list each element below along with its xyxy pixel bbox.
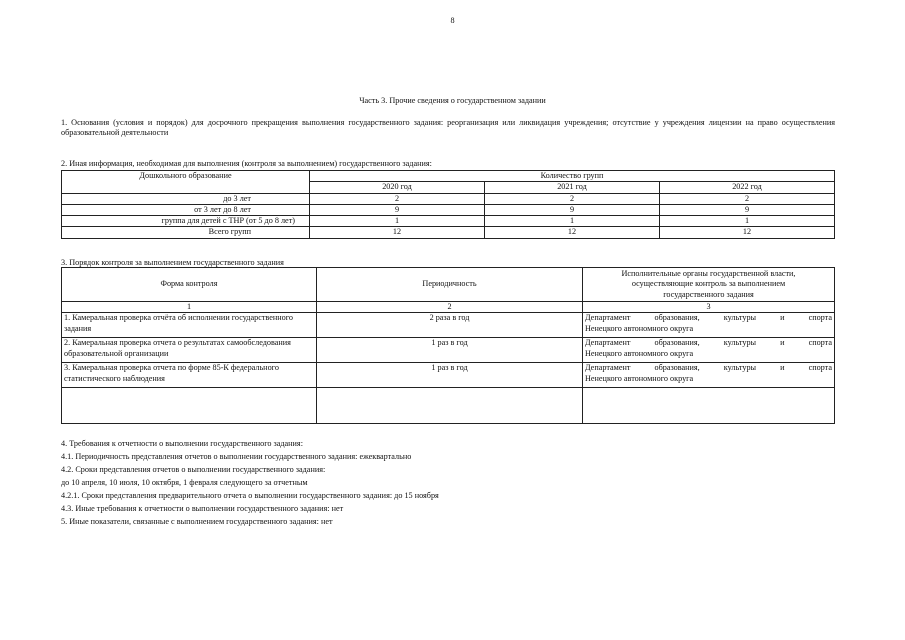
control-form: 1. Камеральная проверка отчёта об исполнении государственного задания xyxy=(62,313,317,338)
column-number: 1 xyxy=(62,302,317,313)
org-word: культуры xyxy=(723,338,757,348)
control-period: 1 раз в год xyxy=(317,338,583,363)
org-word: и xyxy=(780,313,785,323)
year-header: 2022 год xyxy=(660,182,835,193)
text-line: 5. Иные показатели, связанные с выполнением государственного задания: нет xyxy=(61,517,333,526)
table-row xyxy=(62,193,835,204)
cell-value: 12 xyxy=(660,227,835,238)
page-number: 8 xyxy=(450,16,455,25)
groups-table xyxy=(61,170,835,239)
org-word: и xyxy=(780,363,785,373)
section-2-heading: 2. Иная информация, необходимая для выполнения (контроля за выполнением) государственного задания: xyxy=(61,159,432,168)
cell-value: 1 xyxy=(485,216,660,227)
control-form: 2. Камеральная проверка отчета о результатах самообследования образовательной организации xyxy=(62,338,317,363)
groups-header-count: Количество групп xyxy=(310,171,835,182)
org-word: спорта xyxy=(808,338,832,348)
section-1-text: 1. Основания (условия и порядок) для досрочного прекращения выполнения государственного задания: реорганизация или ликвидация учреждения; отсутствие у учреждения лицензии на право осуществления образовательной деятельности xyxy=(61,118,835,138)
control-period: 2 раза в год xyxy=(317,313,583,338)
row-label: Всего групп xyxy=(62,227,310,238)
row-label: группа для детей с ТНР (от 5 до 8 лет) xyxy=(62,216,310,227)
org-word: спорта xyxy=(808,363,832,373)
control-header-form: Форма контроля xyxy=(62,268,317,302)
control-table xyxy=(61,267,835,424)
control-period: 1 раз в год xyxy=(317,363,583,388)
org-word: спорта xyxy=(808,313,832,323)
control-org xyxy=(583,313,835,338)
control-period xyxy=(317,388,583,424)
control-form: 3. Камеральная проверка отчета по форме 85-К федерального статистического наблюдения xyxy=(62,363,317,388)
row-label: до 3 лет xyxy=(62,193,310,204)
cell-value: 12 xyxy=(310,227,485,238)
text-line: 4.2. Сроки представления отчетов о выполнении государственного задания: xyxy=(61,465,326,474)
org-word: культуры xyxy=(723,313,757,323)
cell-value: 12 xyxy=(485,227,660,238)
table-row xyxy=(62,363,835,388)
text-line: 4.1. Периодичность представления отчетов о выполнении государственного задания: ежеквартально xyxy=(61,452,412,461)
org-word: образования, xyxy=(654,338,700,348)
org-word: и xyxy=(780,338,785,348)
cell-value: 2 xyxy=(660,193,835,204)
org-line-2: Ненецкого автономного округа xyxy=(585,323,694,333)
cell-value: 1 xyxy=(310,216,485,227)
row-label: от 3 лет до 8 лет xyxy=(62,204,310,215)
control-form xyxy=(62,388,317,424)
cell-value: 2 xyxy=(485,193,660,204)
control-org xyxy=(583,338,835,363)
table-row xyxy=(62,388,835,424)
text-line: 4. Требования к отчетности о выполнении государственного задания: xyxy=(61,439,303,448)
part-title: Часть 3. Прочие сведения о государственном задании xyxy=(359,96,546,105)
section-3-heading: 3. Порядок контроля за выполнением государственного задания xyxy=(61,258,284,267)
cell-value: 1 xyxy=(660,216,835,227)
table-row xyxy=(62,227,835,238)
control-org xyxy=(583,388,835,424)
text-line: 4.2.1. Сроки представления предварительного отчета о выполнении государственного задания: до 15 ноября xyxy=(61,491,439,500)
org-word: культуры xyxy=(723,363,757,373)
column-number: 2 xyxy=(317,302,583,313)
cell-value: 9 xyxy=(310,204,485,215)
cell-value: 9 xyxy=(660,204,835,215)
year-header: 2020 год xyxy=(310,182,485,193)
org-word: образования, xyxy=(654,313,700,323)
table-row xyxy=(62,313,835,338)
org-line-2: Ненецкого автономного округа xyxy=(585,348,694,358)
text-line: до 10 апреля, 10 июля, 10 октября, 1 февраля следующего за отчетным xyxy=(61,478,308,487)
control-header-org: Исполнительные органы государственной власти, осуществляющие контроль за выполнением государственного задания xyxy=(583,268,835,302)
groups-header-first: Дошкольного образование xyxy=(62,171,310,194)
org-line-2: Ненецкого автономного округа xyxy=(585,373,694,383)
org-word: Департамент xyxy=(585,313,631,323)
column-number: 3 xyxy=(583,302,835,313)
table-row xyxy=(62,204,835,215)
cell-value: 9 xyxy=(485,204,660,215)
control-org xyxy=(583,363,835,388)
year-header: 2021 год xyxy=(485,182,660,193)
table-row xyxy=(62,338,835,363)
org-word: Департамент xyxy=(585,363,631,373)
org-word: Департамент xyxy=(585,338,631,348)
table-row xyxy=(62,216,835,227)
section-4-block xyxy=(61,439,439,530)
org-word: образования, xyxy=(654,363,700,373)
cell-value: 2 xyxy=(310,193,485,204)
control-header-period: Периодичность xyxy=(317,268,583,302)
text-line: 4.3. Иные требования к отчетности о выполнении государственного задания: нет xyxy=(61,504,344,513)
